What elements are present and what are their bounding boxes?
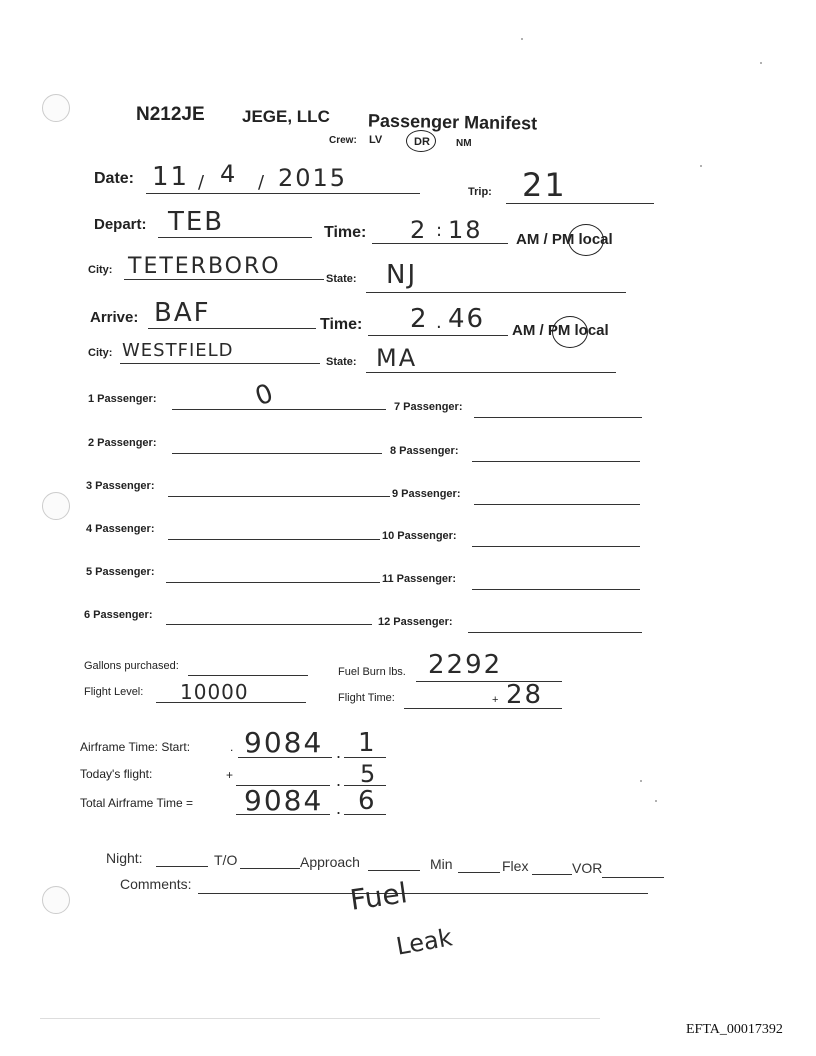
depart-time-colon: : [436,220,445,241]
depart-minute: 18 [448,216,483,244]
document-id: EFTA_00017392 [686,1022,783,1037]
todays-flight-dot: . [336,770,342,790]
approach-label: Approach [300,854,360,870]
depart-ampm: AM / PM local [516,231,613,248]
passenger-6-label: 6 Passenger: [84,609,153,621]
scan-speck [655,800,657,802]
total-airframe-label: Total Airframe Time = [80,796,194,810]
depart-state-line [366,292,626,293]
arrive-city: WESTFIELD [122,340,234,361]
takeoff-line [240,868,300,869]
passenger-9-line [474,504,640,505]
vor-label: VOR [572,860,603,876]
comment-line-2: Leak [393,923,455,961]
bottom-rule [40,1018,600,1019]
aircraft-tail-number: N212JE [136,104,205,125]
passenger-3-label: 3 Passenger: [86,480,155,492]
crew-option-lv: LV [369,134,383,146]
passenger-3-line [168,496,390,497]
passenger-8-line [472,461,640,462]
todays-flight-tenth: 5 [360,760,378,788]
todays-flight-plus: + [226,768,234,782]
passenger-4-label: 4 Passenger: [86,523,155,535]
scan-speck [640,780,642,782]
arrive-hour: 2 [410,304,429,334]
crew-label: Crew: [329,135,357,146]
depart-label: Depart: [94,216,147,233]
depart-line [158,237,312,238]
passenger-7-line [474,417,642,418]
scan-speck [700,165,702,167]
passenger-9-label: 9 Passenger: [392,488,461,500]
passenger-12-line [468,632,642,633]
crew-option-nm: NM [456,138,472,149]
arrive-label: Arrive: [90,309,139,326]
depart-state: NJ [386,260,418,290]
date-separator-1: / [198,172,207,193]
vor-line [602,877,664,878]
comments-line [198,893,648,894]
passenger-12-label: 12 Passenger: [378,616,453,628]
arrive-airport: BAF [154,298,211,328]
approach-line [368,870,420,871]
airframe-start-tenth: 1 [358,728,377,758]
arrive-minute: 46 [448,304,486,334]
arrive-pm-circle-mark [552,316,588,348]
flight-time-label: Flight Time: [338,692,395,704]
arrive-state: MA [376,344,418,372]
scan-speck [760,62,762,64]
gallons-purchased-label: Gallons purchased: [84,660,179,672]
passenger-1-value: 0 [251,377,280,413]
passenger-5-line [166,582,380,583]
night-line [156,866,208,867]
trip-value: 21 [522,166,567,204]
passenger-10-label: 10 Passenger: [382,530,457,542]
passenger-6-line [166,624,372,625]
date-line [146,193,420,194]
airframe-start-label: Airframe Time: Start: [80,740,191,754]
depart-city-label: City: [88,264,113,276]
arrive-state-line [366,372,616,373]
arrive-city-line [120,363,320,364]
date-day: 4 [220,160,238,188]
arrive-line [148,328,316,329]
fuel-burn-value: 2292 [428,650,503,680]
arrive-state-label: State: [326,356,357,368]
depart-city: TETERBORO [128,254,281,279]
night-label: Night: [106,850,143,866]
depart-airport: TEB [168,207,225,237]
punch-hole-bottom [42,886,70,914]
arrive-ampm: AM / PM local [512,322,609,339]
passenger-11-line [472,589,640,590]
flex-label: Flex [502,858,529,874]
total-airframe-whole: 9084 [244,784,324,817]
airframe-start-whole: 9084 [244,726,324,759]
arrive-time-label: Time: [320,316,363,333]
depart-pm-circle-mark [568,224,604,256]
passenger-11-label: 11 Passenger: [382,573,456,585]
passenger-2-line [172,453,382,454]
punch-hole-top [42,94,70,122]
min-label: Min [430,856,453,872]
flight-time-value: 28 [506,680,544,710]
crew-option-dr: DR [414,136,430,148]
flex-line [532,874,572,875]
date-separator-2: / [258,172,267,193]
comments-label: Comments: [120,876,192,892]
flight-level-label: Flight Level: [84,686,144,698]
flight-time-plus: + [492,694,499,706]
passenger-8-label: 8 Passenger: [390,445,459,457]
passenger-4-line [168,539,380,540]
punch-hole-middle [42,492,70,520]
arrive-time-line [368,335,508,336]
depart-hour: 2 [410,216,428,244]
comment-line-1: Fuel [347,876,410,917]
company-name: JEGE, LLC [242,107,330,126]
todays-flight-label: Today's flight: [80,767,153,781]
arrive-city-label: City: [88,347,113,359]
trip-label: Trip: [468,186,492,198]
arrive-time-colon: . [436,312,444,333]
passenger-7-label: 7 Passenger: [394,401,463,413]
date-label: Date: [94,170,135,187]
passenger-10-line [472,546,640,547]
passenger-5-label: 5 Passenger: [86,566,155,578]
crew-dr-circle-mark [406,130,436,152]
date-year: 2015 [278,164,348,192]
scan-speck [521,38,523,40]
total-airframe-dot: . [336,798,342,818]
fuel-burn-label: Fuel Burn lbs. [338,666,406,678]
depart-time-line [372,243,508,244]
depart-state-label: State: [326,273,357,285]
depart-city-line [124,279,324,280]
gallons-purchased-line [188,675,308,676]
min-line [458,872,500,873]
airframe-start-dot: . [336,742,342,762]
passenger-2-label: 2 Passenger: [88,437,157,449]
passenger-1-label: 1 Passenger: [88,393,157,405]
takeoff-label: T/O [214,852,238,868]
page-title: Passenger Manifest [367,110,538,134]
flight-level-value: 10000 [180,680,249,704]
passenger-1-line [172,409,386,410]
total-airframe-tenth: 6 [358,786,377,816]
date-month: 11 [152,162,190,192]
airframe-start-dot-guide: . [230,740,234,754]
depart-time-label: Time: [324,224,367,241]
